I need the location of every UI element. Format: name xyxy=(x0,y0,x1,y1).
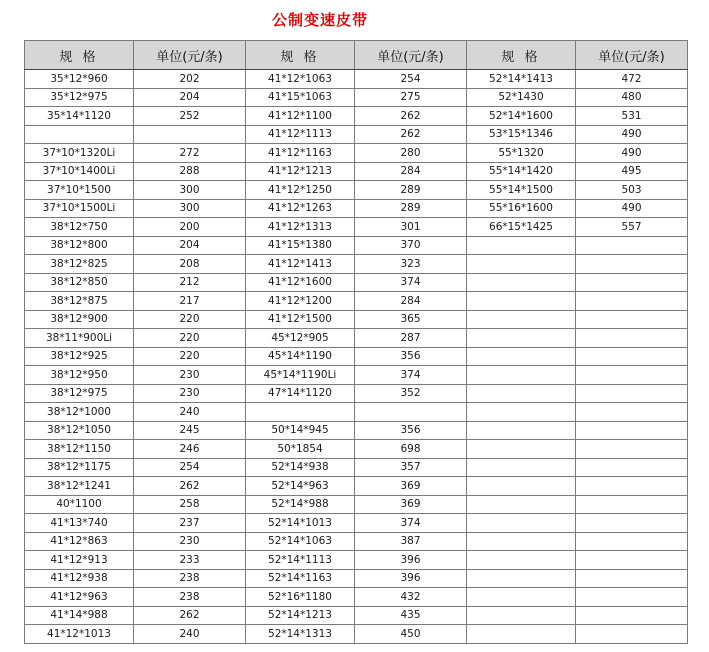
spec-cell: 38*12*1175 xyxy=(25,458,134,477)
spec-cell: 52*14*1313 xyxy=(246,625,355,644)
price-cell: 370 xyxy=(355,236,467,255)
spec-cell: 41*12*1213 xyxy=(246,162,355,181)
spec-cell xyxy=(467,236,576,255)
spec-cell: 41*12*1063 xyxy=(246,70,355,89)
spec-cell xyxy=(467,292,576,311)
table-row xyxy=(25,329,688,348)
price-cell: 288 xyxy=(134,162,246,181)
price-cell: 254 xyxy=(134,458,246,477)
price-cell: 284 xyxy=(355,162,467,181)
price-cell xyxy=(576,514,688,533)
spec-cell: 38*12*750 xyxy=(25,218,134,237)
table-row xyxy=(25,366,688,385)
spec-cell: 41*12*1250 xyxy=(246,181,355,200)
spec-cell: 41*12*1013 xyxy=(25,625,134,644)
price-cell: 450 xyxy=(355,625,467,644)
table-row xyxy=(25,625,688,644)
spec-cell: 52*14*938 xyxy=(246,458,355,477)
spec-cell: 38*12*1000 xyxy=(25,403,134,422)
price-cell: 357 xyxy=(355,458,467,477)
spec-cell xyxy=(467,569,576,588)
spec-cell: 41*13*740 xyxy=(25,514,134,533)
price-cell: 262 xyxy=(134,606,246,625)
spec-cell: 41*12*1313 xyxy=(246,218,355,237)
price-cell: 287 xyxy=(355,329,467,348)
price-cell: 490 xyxy=(576,144,688,163)
price-cell xyxy=(576,551,688,570)
price-cell xyxy=(576,384,688,403)
spec-cell: 52*1430 xyxy=(467,88,576,107)
price-header: 单位(元/条) xyxy=(134,41,246,70)
spec-cell: 41*12*1163 xyxy=(246,144,355,163)
price-cell: 396 xyxy=(355,569,467,588)
spec-cell: 52*14*1063 xyxy=(246,532,355,551)
spec-cell xyxy=(467,495,576,514)
price-cell: 245 xyxy=(134,421,246,440)
price-cell xyxy=(576,569,688,588)
spec-cell: 37*10*1500 xyxy=(25,181,134,200)
table-row xyxy=(25,199,688,218)
price-cell: 200 xyxy=(134,218,246,237)
spec-cell: 52*14*1600 xyxy=(467,107,576,126)
table-header-row xyxy=(25,41,688,70)
price-cell: 356 xyxy=(355,421,467,440)
spec-cell xyxy=(246,403,355,422)
price-cell xyxy=(355,403,467,422)
spec-cell xyxy=(467,532,576,551)
spec-cell: 35*12*960 xyxy=(25,70,134,89)
price-header: 单位(元/条) xyxy=(576,41,688,70)
spec-cell xyxy=(467,440,576,459)
spec-cell: 50*14*945 xyxy=(246,421,355,440)
spec-cell: 38*12*1241 xyxy=(25,477,134,496)
price-cell xyxy=(576,273,688,292)
price-cell: 258 xyxy=(134,495,246,514)
spec-cell: 38*12*850 xyxy=(25,273,134,292)
price-cell: 490 xyxy=(576,199,688,218)
price-cell: 323 xyxy=(355,255,467,274)
spec-cell: 66*15*1425 xyxy=(467,218,576,237)
price-cell xyxy=(576,606,688,625)
price-cell xyxy=(576,329,688,348)
spec-cell xyxy=(467,403,576,422)
spec-cell xyxy=(467,606,576,625)
price-cell: 233 xyxy=(134,551,246,570)
price-cell xyxy=(576,495,688,514)
table-row xyxy=(25,403,688,422)
table-row xyxy=(25,347,688,366)
table-row xyxy=(25,310,688,329)
spec-cell xyxy=(25,125,134,144)
spec-cell xyxy=(467,366,576,385)
table-row xyxy=(25,606,688,625)
spec-cell: 41*12*1100 xyxy=(246,107,355,126)
spec-cell: 45*12*905 xyxy=(246,329,355,348)
price-cell: 246 xyxy=(134,440,246,459)
price-cell: 387 xyxy=(355,532,467,551)
spec-cell: 38*12*1050 xyxy=(25,421,134,440)
spec-cell: 41*12*1263 xyxy=(246,199,355,218)
spec-cell: 41*12*863 xyxy=(25,532,134,551)
price-cell: 369 xyxy=(355,495,467,514)
table-row xyxy=(25,495,688,514)
table-row xyxy=(25,70,688,89)
price-cell: 300 xyxy=(134,199,246,218)
spec-cell: 37*10*1500Li xyxy=(25,199,134,218)
price-cell: 262 xyxy=(134,477,246,496)
spec-cell: 55*16*1600 xyxy=(467,199,576,218)
spec-cell xyxy=(467,551,576,570)
spec-cell xyxy=(467,625,576,644)
spec-cell: 55*14*1420 xyxy=(467,162,576,181)
spec-cell: 41*15*1380 xyxy=(246,236,355,255)
table-row xyxy=(25,107,688,126)
price-cell: 289 xyxy=(355,199,467,218)
price-cell: 238 xyxy=(134,588,246,607)
spec-cell xyxy=(467,514,576,533)
price-cell: 284 xyxy=(355,292,467,311)
price-cell: 352 xyxy=(355,384,467,403)
spec-cell: 55*1320 xyxy=(467,144,576,163)
price-cell xyxy=(576,532,688,551)
spec-cell: 52*14*1413 xyxy=(467,70,576,89)
price-cell: 208 xyxy=(134,255,246,274)
spec-cell: 41*12*1600 xyxy=(246,273,355,292)
spec-cell: 47*14*1120 xyxy=(246,384,355,403)
table-row xyxy=(25,255,688,274)
table-row xyxy=(25,88,688,107)
price-cell: 240 xyxy=(134,625,246,644)
price-cell xyxy=(576,366,688,385)
table-row xyxy=(25,181,688,200)
price-cell: 275 xyxy=(355,88,467,107)
table-row xyxy=(25,588,688,607)
spec-cell xyxy=(467,588,576,607)
spec-cell: 41*12*1113 xyxy=(246,125,355,144)
spec-cell: 41*12*1200 xyxy=(246,292,355,311)
price-cell: 230 xyxy=(134,532,246,551)
spec-cell: 38*12*900 xyxy=(25,310,134,329)
price-cell xyxy=(134,125,246,144)
price-cell xyxy=(576,255,688,274)
spec-cell: 52*16*1180 xyxy=(246,588,355,607)
spec-cell: 38*12*800 xyxy=(25,236,134,255)
price-cell: 202 xyxy=(134,70,246,89)
price-cell: 238 xyxy=(134,569,246,588)
spec-cell xyxy=(467,347,576,366)
price-cell xyxy=(576,310,688,329)
spec-cell: 40*1100 xyxy=(25,495,134,514)
spec-header: 规 格 xyxy=(467,41,576,70)
spec-cell: 41*12*938 xyxy=(25,569,134,588)
spec-cell: 41*12*963 xyxy=(25,588,134,607)
price-cell: 435 xyxy=(355,606,467,625)
spec-cell: 35*14*1120 xyxy=(25,107,134,126)
price-cell: 432 xyxy=(355,588,467,607)
spec-cell: 38*12*975 xyxy=(25,384,134,403)
price-cell: 531 xyxy=(576,107,688,126)
price-cell: 374 xyxy=(355,366,467,385)
price-cell: 280 xyxy=(355,144,467,163)
spec-cell: 41*12*1500 xyxy=(246,310,355,329)
spec-cell: 41*15*1063 xyxy=(246,88,355,107)
price-cell: 369 xyxy=(355,477,467,496)
price-cell: 374 xyxy=(355,273,467,292)
price-cell: 374 xyxy=(355,514,467,533)
spec-cell: 41*14*988 xyxy=(25,606,134,625)
table-row xyxy=(25,384,688,403)
price-cell: 204 xyxy=(134,88,246,107)
spec-cell: 52*14*1113 xyxy=(246,551,355,570)
price-cell: 204 xyxy=(134,236,246,255)
spec-cell: 52*14*963 xyxy=(246,477,355,496)
price-cell: 212 xyxy=(134,273,246,292)
table-row xyxy=(25,125,688,144)
table-row xyxy=(25,162,688,181)
price-cell: 240 xyxy=(134,403,246,422)
table-row xyxy=(25,440,688,459)
price-cell xyxy=(576,292,688,311)
spec-cell: 37*10*1320Li xyxy=(25,144,134,163)
spec-cell: 38*12*1150 xyxy=(25,440,134,459)
spec-cell: 35*12*975 xyxy=(25,88,134,107)
spec-header: 规 格 xyxy=(246,41,355,70)
price-cell: 230 xyxy=(134,366,246,385)
price-cell: 301 xyxy=(355,218,467,237)
price-cell: 365 xyxy=(355,310,467,329)
spec-cell: 38*12*825 xyxy=(25,255,134,274)
price-cell xyxy=(576,440,688,459)
price-header: 单位(元/条) xyxy=(355,41,467,70)
price-cell: 237 xyxy=(134,514,246,533)
spec-cell: 52*14*1163 xyxy=(246,569,355,588)
table-row xyxy=(25,236,688,255)
table-body xyxy=(25,70,688,644)
page-title: 公制变速皮带 xyxy=(271,11,368,29)
spec-cell: 50*1854 xyxy=(246,440,355,459)
price-cell: 356 xyxy=(355,347,467,366)
price-cell xyxy=(576,458,688,477)
price-cell: 220 xyxy=(134,310,246,329)
table-row xyxy=(25,292,688,311)
spec-cell: 53*15*1346 xyxy=(467,125,576,144)
spec-cell: 45*14*1190 xyxy=(246,347,355,366)
price-cell: 503 xyxy=(576,181,688,200)
table-row xyxy=(25,569,688,588)
table-row xyxy=(25,421,688,440)
table-row xyxy=(25,218,688,237)
spec-cell xyxy=(467,421,576,440)
spec-cell: 52*14*1013 xyxy=(246,514,355,533)
price-cell xyxy=(576,236,688,255)
spec-cell xyxy=(467,255,576,274)
table-row xyxy=(25,514,688,533)
price-cell: 220 xyxy=(134,347,246,366)
table-row xyxy=(25,144,688,163)
spec-cell xyxy=(467,384,576,403)
spec-cell: 38*12*925 xyxy=(25,347,134,366)
spec-cell: 41*12*1413 xyxy=(246,255,355,274)
price-cell: 396 xyxy=(355,551,467,570)
spec-cell xyxy=(467,477,576,496)
price-cell: 557 xyxy=(576,218,688,237)
spec-cell xyxy=(467,273,576,292)
table-row xyxy=(25,273,688,292)
price-cell xyxy=(576,477,688,496)
price-cell: 220 xyxy=(134,329,246,348)
price-cell: 495 xyxy=(576,162,688,181)
price-cell xyxy=(576,347,688,366)
belt-price-table xyxy=(24,40,688,644)
price-cell: 698 xyxy=(355,440,467,459)
price-cell: 230 xyxy=(134,384,246,403)
price-cell: 289 xyxy=(355,181,467,200)
price-cell: 252 xyxy=(134,107,246,126)
spec-header: 规 格 xyxy=(25,41,134,70)
table-row xyxy=(25,477,688,496)
table-row xyxy=(25,532,688,551)
price-cell: 490 xyxy=(576,125,688,144)
spec-cell xyxy=(467,310,576,329)
table-row xyxy=(25,458,688,477)
spec-cell: 41*12*913 xyxy=(25,551,134,570)
spec-cell: 45*14*1190Li xyxy=(246,366,355,385)
price-cell: 262 xyxy=(355,125,467,144)
price-cell: 217 xyxy=(134,292,246,311)
price-cell: 272 xyxy=(134,144,246,163)
price-cell xyxy=(576,588,688,607)
price-cell: 300 xyxy=(134,181,246,200)
price-cell: 254 xyxy=(355,70,467,89)
price-cell xyxy=(576,625,688,644)
price-cell: 480 xyxy=(576,88,688,107)
price-cell xyxy=(576,421,688,440)
spec-cell: 55*14*1500 xyxy=(467,181,576,200)
price-cell: 262 xyxy=(355,107,467,126)
spec-cell: 38*11*900Li xyxy=(25,329,134,348)
spec-cell xyxy=(467,329,576,348)
spec-cell: 37*10*1400Li xyxy=(25,162,134,181)
price-cell: 472 xyxy=(576,70,688,89)
spec-cell: 52*14*1213 xyxy=(246,606,355,625)
table-row xyxy=(25,551,688,570)
spec-cell: 38*12*875 xyxy=(25,292,134,311)
spec-cell: 52*14*988 xyxy=(246,495,355,514)
spec-cell xyxy=(467,458,576,477)
price-cell xyxy=(576,403,688,422)
spec-cell: 38*12*950 xyxy=(25,366,134,385)
